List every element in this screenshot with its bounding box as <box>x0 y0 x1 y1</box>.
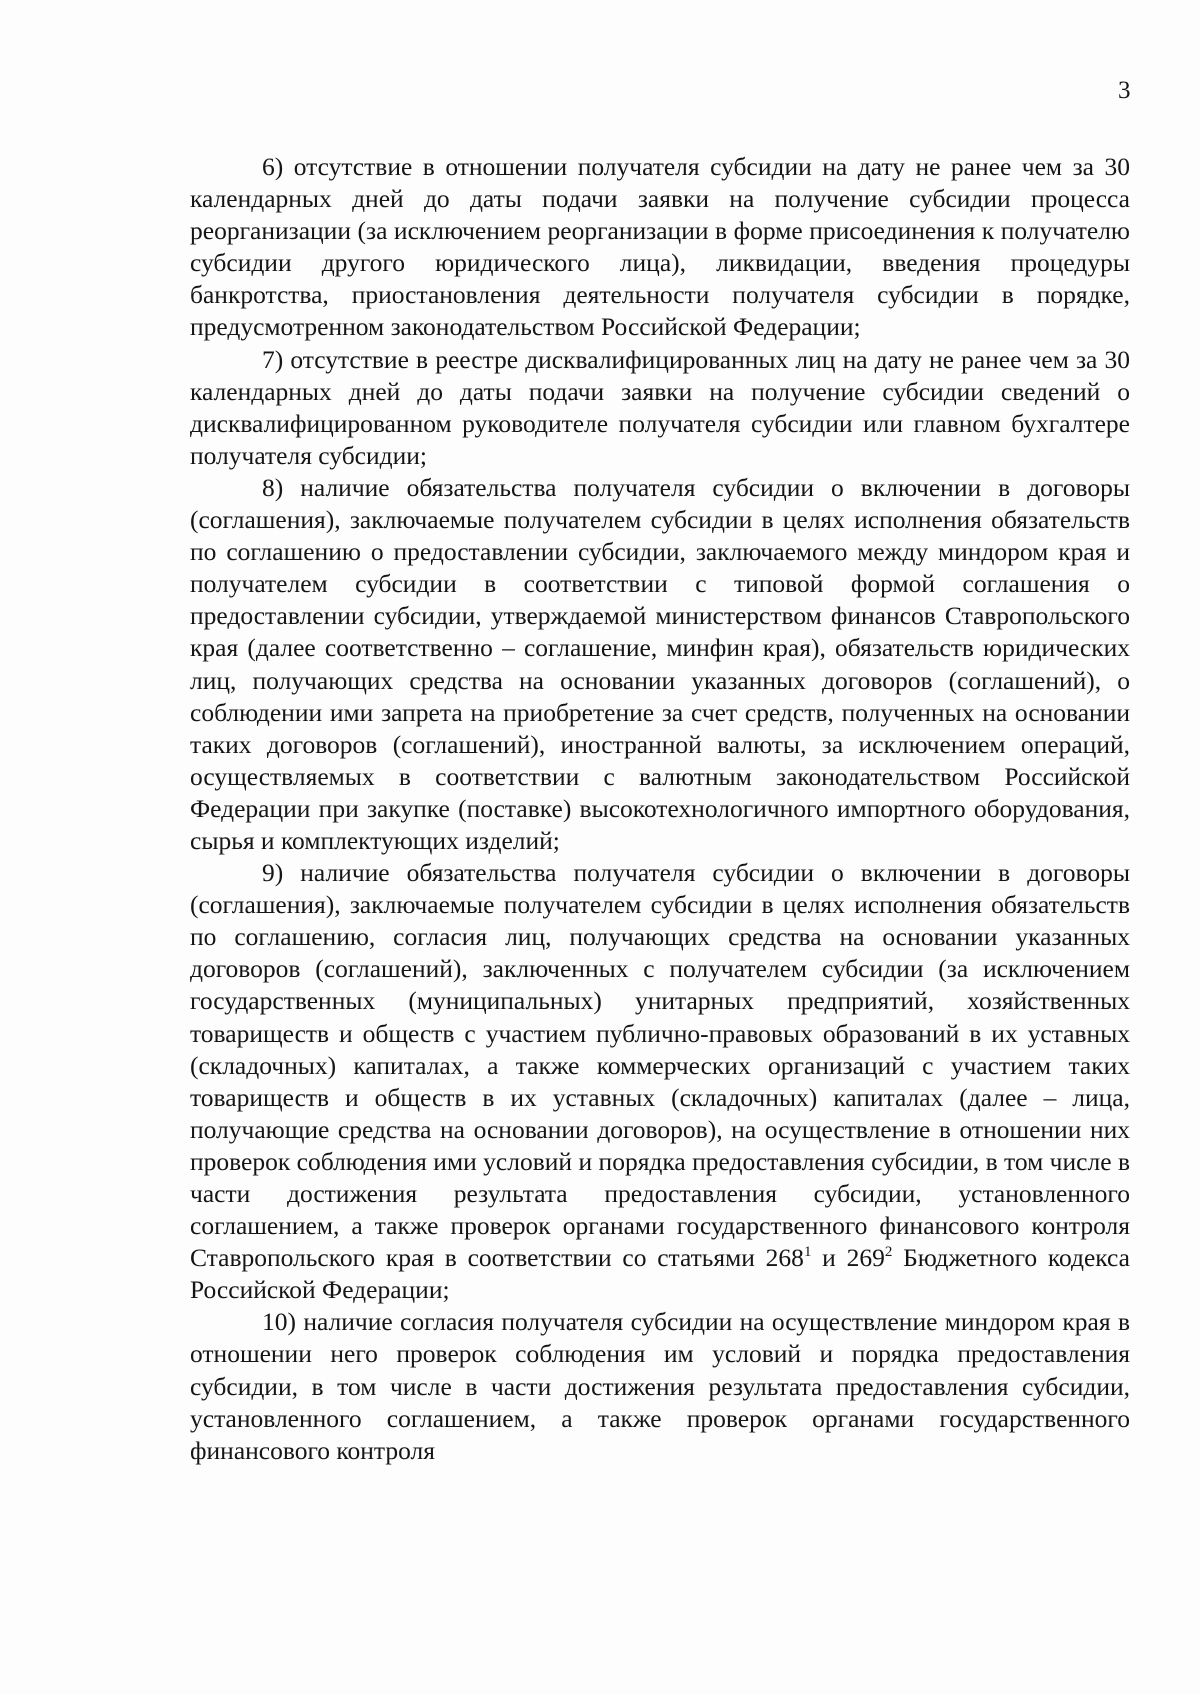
document-body <box>190 151 1130 1467</box>
page-number: 3 <box>1118 77 1131 104</box>
paragraph-10: 10) наличие согласия получателя субсидии на осуществление миндором края в отношении него проверок соблюдения им условий и порядка предоставления субсидии, в том числе в части достижения результата предоставления субсидии, установленного соглашением, а также проверок органами государственного финансового контроля <box>190 1307 1130 1465</box>
paragraph-9-ending-text: Бюджетного кодекса Российской Федерации; <box>190 1243 1130 1305</box>
article-269-superscript: 2 <box>884 1244 893 1261</box>
paragraph-8: 8) наличие обязательства получателя субсидии о включении в договоры (соглашения), заключаемые получателем субсидии в целях исполнения обязательств по соглашению о предоставлении субсидии, заключаемого между миндором края и получателем субсидии в соответствии с типовой формой соглашения о предоставлении субсидии, утверждаемой министерством финансов Ставропольского края (далее соответственно – соглашение, минфин края), обязательств юридических лиц, получающих средства на основании указанных договоров (соглашений), о соблюдении ими запрета на приобретение за счет средств, полученных на основании таких договоров (соглашений), иностранной валюты, за исключением операций, осуществляемых в соответствии с валютным законодательством Российской Федерации при закупке (поставке) высокотехнологичного импортного оборудования, сырья и комплектующих изделий; <box>190 472 1130 855</box>
paragraph-9-between-superscripts: и 269 <box>811 1243 885 1273</box>
paragraph-7: 7) отсутствие в реестре дисквалифицированных лиц на дату не ранее чем за 30 календарных дней до даты подачи заявки на получение субсидии сведений о дисквалифицированном руководителе получателя субсидии или главном бухгалтере получателя субсидии; <box>190 344 1130 470</box>
paragraph-9 <box>190 857 1130 1306</box>
paragraph-6: 6) отсутствие в отношении получателя субсидии на дату не ранее чем за 30 календарных дней до даты подачи заявки на получение субсидии процесса реорганизации (за исключением реорганизации в форме присоединения к получателю субсидии другого юридического лица), ликвидации, введения процедуры банкротства, приостановления деятельности получателя субсидии в порядке, предусмотренном законодательством Российской Федерации; <box>190 152 1130 342</box>
article-268-superscript: 1 <box>803 1244 812 1261</box>
paragraph-9-main-text: 9) наличие обязательства получателя субсидии о включении в договоры (соглашения), заключаемые получателем субсидии в целях исполнения обязательств по соглашению, согласия лиц, получающих средства на основании указанных договоров (соглашений), заключенных с получателем субсидии (за исключением государственных (муниципальных) унитарных предприятий, хозяйственных товариществ и обществ с участием публично-правовых образований в их уставных (складочных) капиталах, а также коммерческих организаций с участием таких товариществ и обществ в их уставных (складочных) капиталах (далее – лица, получающие средства на основании договоров), на осуществление в отношении них проверок соблюдения ими условий и порядка предоставления субсидии, в том числе в части достижения результата предоставления субсидии, установленного соглашением, а также проверок органами государственного финансового контроля Ставропольского края в соответствии со статьями 268 <box>190 858 1130 1273</box>
